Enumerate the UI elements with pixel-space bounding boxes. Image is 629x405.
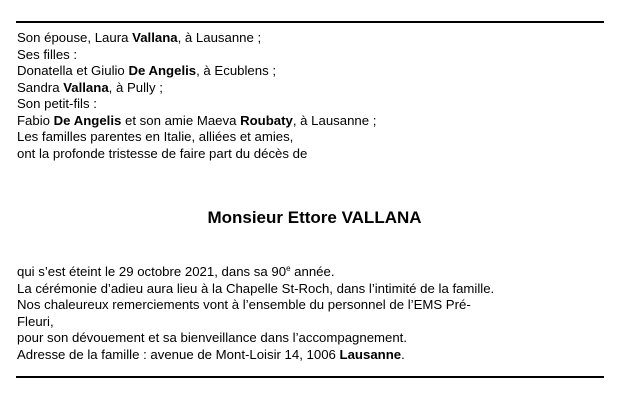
deceased-name: Monsieur Ettore VALLANA — [207, 208, 422, 227]
text-segment: , à Lausanne ; — [292, 112, 377, 128]
surname: Roubaty — [240, 112, 293, 128]
text-line-grandson — [17, 113, 603, 130]
text-line-daughters-heading — [17, 47, 603, 64]
text-segment: , à Ecublens ; — [196, 63, 277, 78]
text-segment: qui s’est éteint le 29 octobre 2021, dans sa 90 — [17, 264, 287, 279]
text-line-address — [17, 347, 603, 364]
top-divider — [16, 21, 604, 23]
family-list — [17, 30, 603, 162]
text-line-spouse — [17, 30, 603, 47]
details-block — [17, 264, 603, 363]
text-line-thanks-1: Nos chaleureux remerciements vont à l’ensemble du personnel de l’EMS Pré- — [17, 297, 471, 312]
text-line-daughter-1 — [17, 63, 603, 80]
ordinal-suffix: e — [286, 264, 291, 273]
text-segment: Son épouse, Laura — [17, 30, 133, 45]
text-segment: année. — [290, 264, 335, 279]
text-segment: Les familles parentes en Italie, alliées et amies, — [17, 129, 294, 144]
text-line-announcement — [17, 146, 603, 163]
text-line-thanks-2: Fleuri, — [17, 313, 54, 329]
text-segment: Adresse de la famille : avenue de Mont-Loisir 14, 1006 — [17, 346, 340, 362]
text-segment: , à Lausanne ; — [177, 30, 262, 45]
text-line-death-date — [17, 264, 603, 281]
bottom-divider — [16, 376, 604, 378]
surname: Vallana — [132, 30, 178, 45]
text-line-daughter-2 — [17, 80, 603, 97]
text-segment: et son amie Maeva — [121, 112, 241, 128]
surname: De Angelis — [53, 112, 122, 128]
text-segment: . — [401, 346, 405, 362]
text-segment: Son petit-fils : — [17, 96, 97, 111]
text-segment: Fabio — [17, 112, 54, 128]
text-segment: Ses filles : — [17, 46, 78, 62]
text-segment: Donatella et Giulio — [17, 63, 129, 78]
text-line-thanks-3: pour son dévouement et sa bienveillance dans l’accompagnement. — [17, 330, 408, 345]
text-line-relatives — [17, 129, 603, 146]
text-segment: Sandra — [17, 79, 64, 95]
surname: De Angelis — [128, 63, 197, 78]
text-segment: ont la profonde tristesse de faire part du décès de — [17, 145, 308, 161]
text-line-ceremony: La cérémonie d’adieu aura lieu à la Chapelle St-Roch, dans l’intimité de la famille. — [17, 280, 495, 296]
surname: Vallana — [63, 79, 109, 95]
text-segment: , à Pully ; — [108, 79, 163, 95]
city: Lausanne — [339, 346, 402, 362]
text-line-grandson-heading — [17, 96, 603, 113]
